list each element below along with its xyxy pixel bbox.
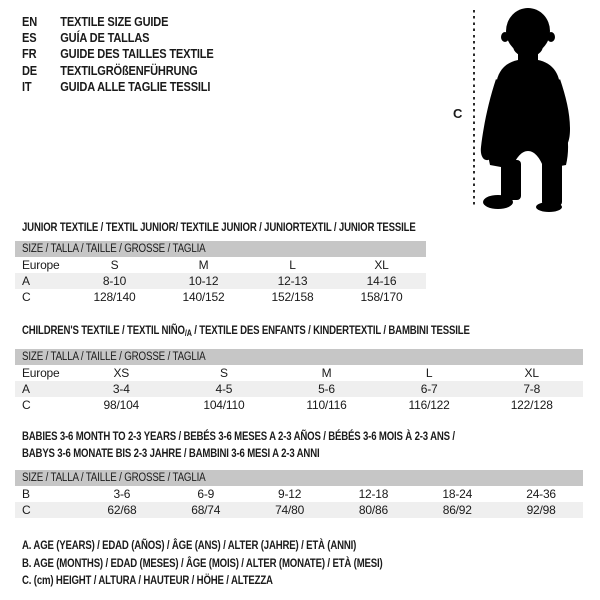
lang-row-it <box>22 79 214 95</box>
section-heading-junior: JUNIOR TEXTILE / TEXTIL JUNIOR/ TEXTILE JUNIOR / JUNIORTEXTIL / JUNIOR TESSILE <box>22 220 416 234</box>
table-header-bar <box>15 349 583 365</box>
table-header-label: SIZE / TALLA / TAILLE / GRÖSSE / TAGLIA <box>22 243 206 255</box>
size-table-junior <box>15 241 426 305</box>
cell: 158/170 <box>360 290 403 304</box>
cell: 3-6 <box>113 487 131 501</box>
cell: XS <box>113 366 130 380</box>
cell: 98/104 <box>103 398 140 412</box>
heading-line: BABIES 3-6 MONTH TO 2-3 YEARS / BEBÉS 3-6 MESES A 2-3 AÑOS / BÉBÉS 3-6 MOIS À 2-3 ANS / <box>22 429 455 443</box>
row-label: A <box>22 274 30 288</box>
lang-row-en <box>22 13 214 29</box>
table-row <box>15 486 583 502</box>
cell: S <box>219 366 228 380</box>
lang-code: FR <box>22 46 37 62</box>
table-header-label: SIZE / TALLA / TAILLE / GRÖSSE / TAGLIA <box>22 351 206 363</box>
cell: 18-24 <box>442 487 473 501</box>
lang-title: GUIDA ALLE TAGLIE TESSILI <box>60 79 211 95</box>
size-table-children <box>15 349 583 413</box>
lang-row-es <box>22 29 214 45</box>
language-title-list <box>22 13 247 95</box>
cell: S <box>110 258 119 272</box>
cell: 4-5 <box>215 382 233 396</box>
cell: L <box>289 258 296 272</box>
section-heading-babies <box>22 428 455 462</box>
cell: 110/116 <box>306 398 347 412</box>
cell: 24-36 <box>526 487 556 501</box>
row-label: A <box>22 382 30 396</box>
height-measure-dashed-line <box>473 10 475 208</box>
cell: 8-10 <box>102 274 127 288</box>
table-header-bar <box>15 241 426 257</box>
cell: 12-18 <box>358 487 389 501</box>
section-heading-children <box>22 322 470 342</box>
cell: M <box>321 366 332 380</box>
table-row <box>15 381 583 397</box>
row-label: Europe <box>22 258 60 272</box>
cell: 9-12 <box>277 487 302 501</box>
row-label: C <box>22 503 31 517</box>
lang-title: GUÍA DE TALLAS <box>60 30 150 46</box>
cell: XL <box>524 366 539 380</box>
row-label: B <box>22 487 30 501</box>
cell: 122/128 <box>510 398 553 412</box>
table-row <box>15 273 426 289</box>
heading-subscript: /A <box>184 328 192 338</box>
cell: XL <box>374 258 389 272</box>
cell: 6-7 <box>420 382 438 396</box>
heading-line: BABYS 3-6 MONATE BIS 2-3 JAHRE / BAMBINI 3-6 MESI A 2-3 ANNI <box>22 446 320 460</box>
lang-title: GUIDE DES TAILLES TEXTILE <box>60 46 214 62</box>
lang-title: TEXTILE SIZE GUIDE <box>60 13 169 29</box>
footnote-a: A. AGE (YEARS) / EDAD (AÑOS) / ÂGE (ANS) / ALTER (JAHRE) / ETÀ (ANNI) <box>22 538 357 552</box>
cell: 86/92 <box>442 503 472 517</box>
cell: 128/140 <box>93 290 136 304</box>
cell: 92/98 <box>526 503 556 517</box>
footnote-b: B. AGE (MONTHS) / EDAD (MESES) / ÂGE (MOIS) / ALTER (MONATE) / ETÀ (MESI) <box>22 555 383 570</box>
cell: 6-9 <box>197 487 215 501</box>
cell: 3-4 <box>112 382 130 396</box>
lang-title: TEXTILGRÖßENFÜHRUNG <box>60 62 198 78</box>
cell: 104/110 <box>203 398 245 412</box>
table-row <box>15 365 583 381</box>
table-row <box>15 502 583 518</box>
cell: 116/122 <box>408 398 450 412</box>
cell: 80/86 <box>358 503 388 517</box>
heading-text: CHILDREN'S TEXTILE / TEXTIL NIÑO <box>22 323 185 337</box>
toddler-silhouette-icon <box>480 5 580 213</box>
cell: 152/158 <box>271 290 314 304</box>
cell: 5-6 <box>318 382 335 396</box>
cell: M <box>198 258 209 272</box>
cell: L <box>425 366 433 380</box>
table-row <box>15 257 426 273</box>
footnote-list <box>22 537 473 590</box>
table-header-bar <box>15 470 583 486</box>
size-table-babies <box>15 470 583 518</box>
lang-row-fr <box>22 46 214 62</box>
lang-code: EN <box>22 13 38 29</box>
cell: 12-13 <box>277 274 308 288</box>
cell: 10-12 <box>188 274 219 288</box>
lang-code: DE <box>22 62 38 78</box>
cell: 14-16 <box>366 274 397 288</box>
lang-code: ES <box>22 30 37 46</box>
lang-row-de <box>22 62 214 78</box>
row-label: Europe <box>22 366 60 380</box>
table-row <box>15 397 583 413</box>
cell: 74/80 <box>275 503 305 517</box>
footnote-c: C. (cm) HEIGHT / ALTURA / HAUTEUR / HÖHE / ALTEZZA <box>22 573 273 587</box>
table-header-label: SIZE / TALLA / TAILLE / GRÖSSE / TAGLIA <box>22 472 206 484</box>
table-row <box>15 289 426 305</box>
cell: 62/68 <box>107 503 137 517</box>
cell: 7-8 <box>523 382 541 396</box>
row-label: C <box>22 398 31 412</box>
height-measure-label: C <box>453 106 463 121</box>
cell: 68/74 <box>191 503 221 517</box>
row-label: C <box>22 290 31 304</box>
heading-text: / TEXTILE DES ENFANTS / KINDERTEXTIL / BAMBINI TESSILE <box>191 323 470 337</box>
lang-code: IT <box>22 79 32 95</box>
cell: 140/152 <box>182 290 225 304</box>
